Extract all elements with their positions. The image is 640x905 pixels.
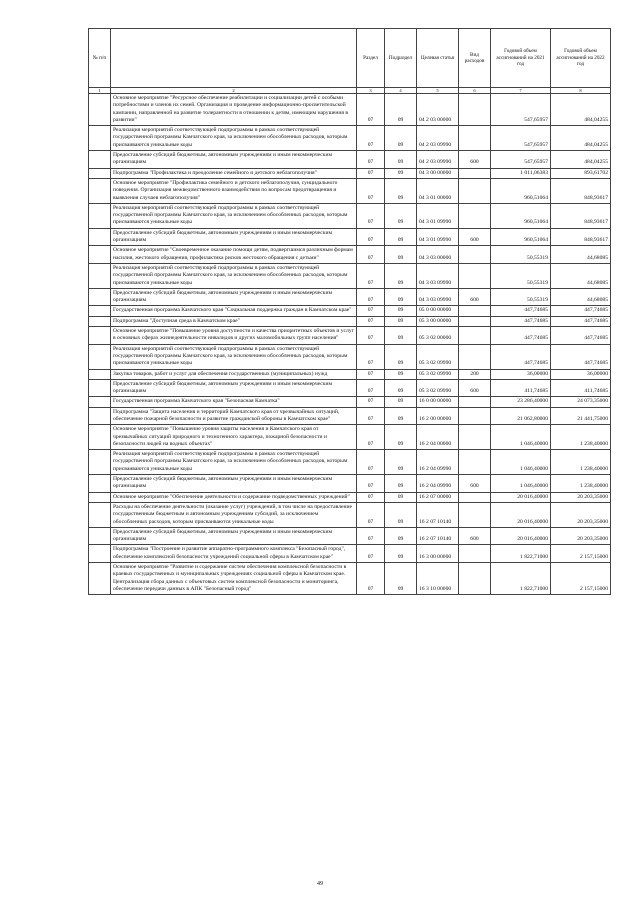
row-podrazdel: 09 bbox=[385, 397, 417, 407]
row-vid bbox=[459, 316, 491, 326]
table-row bbox=[89, 563, 611, 595]
row-amount-2021: 960,51064 bbox=[491, 203, 551, 228]
table-row bbox=[89, 369, 611, 379]
row-amount-2021: 447,74685 bbox=[491, 327, 551, 345]
table-header-row bbox=[89, 29, 611, 88]
row-name: Реализация мероприятий соответствующей подпрограммы в рамках соответствующей государственной программы Камчатского края, за исключением обособленных расходов, которым присваиваются уникальные коды bbox=[111, 450, 357, 475]
row-target-code: 05 3 02 09990 bbox=[417, 344, 459, 369]
row-number bbox=[89, 344, 111, 369]
row-amount-2022: 44,68085 bbox=[551, 246, 611, 264]
row-amount-2021: 36,00000 bbox=[491, 369, 551, 379]
row-name: Предоставление субсидий бюджетным, автономным учреждениям и иным некоммерческим организациям bbox=[111, 527, 357, 545]
table-row bbox=[89, 306, 611, 316]
row-number bbox=[89, 407, 111, 425]
row-razdel: 07 bbox=[357, 126, 385, 151]
row-name: Основное мероприятие "Повышение уровня доступности и качества приоритетных объектов и услуг в основных сферах жизнедеятельности инвалидов и других маломобильных групп населения" bbox=[111, 327, 357, 345]
row-razdel: 07 bbox=[357, 203, 385, 228]
row-target-code: 05 0 00 00000 bbox=[417, 306, 459, 316]
table-row bbox=[89, 151, 611, 169]
row-amount-2021: 1 822,71000 bbox=[491, 563, 551, 595]
row-amount-2022: 20 203,35000 bbox=[551, 492, 611, 502]
row-amount-2022: 24 073,35000 bbox=[551, 397, 611, 407]
row-podrazdel: 09 bbox=[385, 563, 417, 595]
row-name: Основное мероприятие "Обеспечение деятельности и содержание подведомственных учреждений" bbox=[111, 492, 357, 502]
row-number bbox=[89, 563, 111, 595]
row-amount-2021: 447,74685 bbox=[491, 316, 551, 326]
row-name: Реализация мероприятий соответствующей подпрограммы в рамках соответствующей государственной программы Камчатского края, за исключением обособленных расходов, которым присваиваются уникальные коды bbox=[111, 126, 357, 151]
row-name: Предоставление субсидий бюджетным, автономным учреждениям и иным некоммерческим организациям bbox=[111, 379, 357, 397]
row-podrazdel: 09 bbox=[385, 94, 417, 126]
row-target-code: 16 2 04 00000 bbox=[417, 425, 459, 450]
row-razdel: 07 bbox=[357, 168, 385, 178]
row-vid bbox=[459, 126, 491, 151]
row-number bbox=[89, 246, 111, 264]
row-vid bbox=[459, 492, 491, 502]
table-row bbox=[89, 126, 611, 151]
row-name: Основное мероприятие "Профилактика семейного и детского неблагополучия, суицидального поведения. Организация межведомственного взаимодействия по вопросам предотвращения и выявления случаев неблагополучия" bbox=[111, 178, 357, 203]
column-number: 5 bbox=[417, 88, 459, 94]
row-podrazdel: 09 bbox=[385, 126, 417, 151]
row-name: Основное мероприятие "Повышение уровня защиты населения и Камчатского края от чрезвычайных ситуаций природного и техногенного характера, пожарной безопасности и безопасности людей на водных объектах" bbox=[111, 425, 357, 450]
row-razdel: 07 bbox=[357, 327, 385, 345]
row-amount-2021: 23 286,40000 bbox=[491, 397, 551, 407]
row-podrazdel: 09 bbox=[385, 316, 417, 326]
table-row bbox=[89, 168, 611, 178]
row-amount-2022: 20 203,35000 bbox=[551, 502, 611, 527]
row-name: Предоставление субсидий бюджетным, автономным учреждениям и иным некоммерческим организациям bbox=[111, 228, 357, 246]
row-podrazdel: 09 bbox=[385, 203, 417, 228]
row-razdel: 07 bbox=[357, 178, 385, 203]
row-amount-2022: 848,93617 bbox=[551, 178, 611, 203]
row-razdel: 07 bbox=[357, 475, 385, 493]
row-razdel: 07 bbox=[357, 492, 385, 502]
row-amount-2022: 484,04255 bbox=[551, 94, 611, 126]
row-number bbox=[89, 94, 111, 126]
row-amount-2022: 848,93617 bbox=[551, 203, 611, 228]
row-vid bbox=[459, 94, 491, 126]
row-podrazdel: 09 bbox=[385, 502, 417, 527]
row-vid bbox=[459, 397, 491, 407]
row-vid: 600 bbox=[459, 379, 491, 397]
row-vid bbox=[459, 545, 491, 563]
row-target-code: 04 2 03 09990 bbox=[417, 126, 459, 151]
row-name: Предоставление субсидий бюджетным, автономным учреждениям и иным некоммерческим организациям bbox=[111, 151, 357, 169]
header-vid: Вид расходов bbox=[459, 29, 491, 88]
row-vid bbox=[459, 407, 491, 425]
column-number: 6 bbox=[459, 88, 491, 94]
row-name: Расходы на обеспечение деятельности (оказание услуг) учреждений, в том числе на предоставление государственным бюджетным и автономным учреждениям субсидий, за исключением обособленных расходов, которым присваиваются уникальные коды bbox=[111, 502, 357, 527]
row-target-code: 04 2 03 00000 bbox=[417, 94, 459, 126]
row-number bbox=[89, 475, 111, 493]
row-amount-2021: 50,55319 bbox=[491, 288, 551, 306]
row-number bbox=[89, 379, 111, 397]
row-vid bbox=[459, 450, 491, 475]
row-podrazdel: 09 bbox=[385, 306, 417, 316]
row-razdel: 07 bbox=[357, 228, 385, 246]
row-amount-2021: 447,74685 bbox=[491, 344, 551, 369]
row-amount-2022: 1 238,40000 bbox=[551, 450, 611, 475]
row-target-code: 04 2 03 09990 bbox=[417, 151, 459, 169]
row-number bbox=[89, 316, 111, 326]
row-amount-2021: 50,55319 bbox=[491, 263, 551, 288]
row-razdel: 07 bbox=[357, 94, 385, 126]
row-name: Основное мероприятие "Ресурсное обеспечение реабилитации и социализации детей с особыми потребностями и членов их семей. Организация и проведение информационно-просветительской кампании, направленной на развитие толерантности в отношении к детям, имеющим нарушения в развитии" bbox=[111, 94, 357, 126]
row-podrazdel: 09 bbox=[385, 327, 417, 345]
row-target-code: 05 3 02 09990 bbox=[417, 369, 459, 379]
row-podrazdel: 09 bbox=[385, 379, 417, 397]
row-vid bbox=[459, 327, 491, 345]
row-amount-2022: 848,93617 bbox=[551, 228, 611, 246]
table-row bbox=[89, 327, 611, 345]
row-podrazdel: 09 bbox=[385, 228, 417, 246]
row-name: Предоставление субсидий бюджетным, автономным учреждениям и иным некоммерческим организациям bbox=[111, 475, 357, 493]
header-2022: Годовой объем ассигнований на 2022 год bbox=[551, 29, 611, 88]
table-body bbox=[89, 88, 611, 595]
row-amount-2022: 36,00000 bbox=[551, 369, 611, 379]
row-vid: 600 bbox=[459, 475, 491, 493]
budget-table bbox=[88, 28, 611, 595]
table-row bbox=[89, 450, 611, 475]
page-number: 49 bbox=[317, 881, 323, 887]
column-number: 2 bbox=[111, 88, 357, 94]
row-amount-2022: 447,74685 bbox=[551, 306, 611, 316]
table-row bbox=[89, 203, 611, 228]
row-razdel: 07 bbox=[357, 288, 385, 306]
column-number: 1 bbox=[89, 88, 111, 94]
table-row bbox=[89, 527, 611, 545]
table-row bbox=[89, 344, 611, 369]
row-razdel: 07 bbox=[357, 502, 385, 527]
column-number: 4 bbox=[385, 88, 417, 94]
row-razdel: 07 bbox=[357, 379, 385, 397]
row-podrazdel: 09 bbox=[385, 151, 417, 169]
row-razdel: 07 bbox=[357, 263, 385, 288]
row-amount-2022: 2 157,15000 bbox=[551, 563, 611, 595]
row-razdel: 07 bbox=[357, 563, 385, 595]
row-target-code: 04 3 01 09990 bbox=[417, 203, 459, 228]
row-target-code: 16 2 07 10140 bbox=[417, 527, 459, 545]
row-amount-2021: 20 016,40000 bbox=[491, 502, 551, 527]
row-razdel: 07 bbox=[357, 369, 385, 379]
row-amount-2022: 2 157,15000 bbox=[551, 545, 611, 563]
row-razdel: 07 bbox=[357, 397, 385, 407]
table-row bbox=[89, 246, 611, 264]
table-row bbox=[89, 178, 611, 203]
row-number bbox=[89, 425, 111, 450]
row-number bbox=[89, 178, 111, 203]
row-name: Основное мероприятие "Развитие и содержание систем обеспечения комплексной безопасности в краевых государственных и муниципальных учреждениях социальной сферы в Камчатском крае. Централизация сбора данных с объектовых систем комплексной безопасности и мониторинга, обеспечение передачи данных в АПК "Безопасный город" bbox=[111, 563, 357, 595]
row-podrazdel: 09 bbox=[385, 407, 417, 425]
row-amount-2021: 50,55319 bbox=[491, 246, 551, 264]
row-podrazdel: 09 bbox=[385, 344, 417, 369]
row-razdel: 07 bbox=[357, 545, 385, 563]
row-target-code: 05 3 02 09990 bbox=[417, 379, 459, 397]
row-name: Подпрограмма "Защита населения и территорий Камчатского края от чрезвычайных ситуаций, обеспечение пожарной безопасности и развитие гражданской обороны в Камчатском крае" bbox=[111, 407, 357, 425]
table-row bbox=[89, 228, 611, 246]
table-row bbox=[89, 492, 611, 502]
table-row bbox=[89, 475, 611, 493]
row-podrazdel: 09 bbox=[385, 492, 417, 502]
row-target-code: 04 3 01 09990 bbox=[417, 228, 459, 246]
row-target-code: 16 2 07 00000 bbox=[417, 492, 459, 502]
row-amount-2021: 21 062,80000 bbox=[491, 407, 551, 425]
row-target-code: 05 3 00 00000 bbox=[417, 316, 459, 326]
row-amount-2021: 1 046,40000 bbox=[491, 450, 551, 475]
row-target-code: 04 3 03 00000 bbox=[417, 246, 459, 264]
row-razdel: 07 bbox=[357, 425, 385, 450]
header-target: Целевая статья bbox=[417, 29, 459, 88]
row-target-code: 16 3 10 00000 bbox=[417, 563, 459, 595]
row-amount-2021: 411,74685 bbox=[491, 379, 551, 397]
row-name: Подпрограмма "Доступная среда в Камчатском крае" bbox=[111, 316, 357, 326]
row-amount-2021: 20 016,40000 bbox=[491, 492, 551, 502]
row-target-code: 04 3 03 09990 bbox=[417, 263, 459, 288]
row-name: Подпрограмма "Профилактика и преодоление семейного и детского неблагополучия" bbox=[111, 168, 357, 178]
row-number bbox=[89, 288, 111, 306]
row-vid bbox=[459, 502, 491, 527]
row-number bbox=[89, 151, 111, 169]
row-number bbox=[89, 203, 111, 228]
row-razdel: 07 bbox=[357, 407, 385, 425]
row-amount-2022: 21 441,75000 bbox=[551, 407, 611, 425]
row-target-code: 05 3 02 00000 bbox=[417, 327, 459, 345]
row-number bbox=[89, 492, 111, 502]
row-target-code: 16 2 07 10140 bbox=[417, 502, 459, 527]
row-podrazdel: 09 bbox=[385, 527, 417, 545]
row-name: Подпрограмма "Построение и развитие аппаратно-программного комплекса "Безопасный город", обеспечение комплексной безопасности учреждений социальной сферы в Камчатском крае" bbox=[111, 545, 357, 563]
row-name: Предоставление субсидий бюджетным, автономным учреждениям и иным некоммерческим организациям bbox=[111, 288, 357, 306]
row-name: Основное мероприятие "Своевременное оказание помощи детям, подвергшимся различным формам насилия, жестокого обращения, профилактика рисков жестокого обращения с детьми" bbox=[111, 246, 357, 264]
row-razdel: 07 bbox=[357, 344, 385, 369]
row-number bbox=[89, 306, 111, 316]
row-podrazdel: 09 bbox=[385, 288, 417, 306]
row-razdel: 07 bbox=[357, 316, 385, 326]
row-name: Государственная программа Камчатского края "Социальная поддержка граждан в Камчатском крае" bbox=[111, 306, 357, 316]
row-target-code: 04 3 03 09990 bbox=[417, 288, 459, 306]
row-razdel: 07 bbox=[357, 527, 385, 545]
header-razdel: Раздел bbox=[357, 29, 385, 88]
row-number bbox=[89, 397, 111, 407]
table-row bbox=[89, 397, 611, 407]
row-amount-2021: 1 046,40000 bbox=[491, 425, 551, 450]
row-target-code: 16 2 00 00000 bbox=[417, 407, 459, 425]
header-2021: Годовой объем ассигнований на 2021 год bbox=[491, 29, 551, 88]
row-amount-2022: 1 238,40000 bbox=[551, 475, 611, 493]
row-podrazdel: 09 bbox=[385, 450, 417, 475]
row-vid: 600 bbox=[459, 228, 491, 246]
row-number bbox=[89, 168, 111, 178]
row-amount-2021: 1 046,40000 bbox=[491, 475, 551, 493]
row-vid bbox=[459, 263, 491, 288]
row-podrazdel: 09 bbox=[385, 425, 417, 450]
row-amount-2021: 960,51064 bbox=[491, 178, 551, 203]
row-vid bbox=[459, 203, 491, 228]
row-amount-2021: 547,65957 bbox=[491, 126, 551, 151]
row-amount-2022: 484,04255 bbox=[551, 151, 611, 169]
header-name bbox=[111, 29, 357, 88]
row-amount-2022: 447,74685 bbox=[551, 327, 611, 345]
row-number bbox=[89, 327, 111, 345]
table-row bbox=[89, 502, 611, 527]
row-podrazdel: 09 bbox=[385, 545, 417, 563]
row-razdel: 07 bbox=[357, 306, 385, 316]
row-number bbox=[89, 527, 111, 545]
row-vid bbox=[459, 178, 491, 203]
row-vid bbox=[459, 344, 491, 369]
row-amount-2022: 44,68085 bbox=[551, 288, 611, 306]
row-target-code: 04 3 01 00000 bbox=[417, 178, 459, 203]
row-podrazdel: 09 bbox=[385, 263, 417, 288]
row-vid bbox=[459, 425, 491, 450]
row-amount-2022: 893,61702 bbox=[551, 168, 611, 178]
table-row bbox=[89, 316, 611, 326]
row-amount-2021: 1 822,71000 bbox=[491, 545, 551, 563]
table-row bbox=[89, 407, 611, 425]
row-amount-2021: 447,74685 bbox=[491, 306, 551, 316]
row-podrazdel: 09 bbox=[385, 178, 417, 203]
row-vid bbox=[459, 563, 491, 595]
column-number: 7 bbox=[491, 88, 551, 94]
table-row bbox=[89, 425, 611, 450]
table-row bbox=[89, 94, 611, 126]
row-amount-2022: 20 203,35000 bbox=[551, 527, 611, 545]
row-podrazdel: 09 bbox=[385, 168, 417, 178]
row-number bbox=[89, 369, 111, 379]
row-amount-2022: 484,04255 bbox=[551, 126, 611, 151]
row-number bbox=[89, 502, 111, 527]
row-vid bbox=[459, 306, 491, 316]
row-target-code: 16 0 00 00000 bbox=[417, 397, 459, 407]
row-razdel: 07 bbox=[357, 450, 385, 475]
row-razdel: 07 bbox=[357, 246, 385, 264]
row-vid: 600 bbox=[459, 288, 491, 306]
row-name: Реализация мероприятий соответствующей подпрограммы в рамках соответствующей государственной программы Камчатского края, за исключением обособленных расходов, которым присваиваются уникальные коды bbox=[111, 263, 357, 288]
row-number bbox=[89, 228, 111, 246]
row-name: Реализация мероприятий соответствующей подпрограммы в рамках соответствующей государственной программы Камчатского края, за исключением обособленных расходов, которым присваиваются уникальные коды bbox=[111, 203, 357, 228]
row-amount-2022: 447,74685 bbox=[551, 344, 611, 369]
row-podrazdel: 09 bbox=[385, 246, 417, 264]
row-amount-2022: 411,74685 bbox=[551, 379, 611, 397]
table-row bbox=[89, 263, 611, 288]
table-row bbox=[89, 545, 611, 563]
row-amount-2021: 547,65957 bbox=[491, 151, 551, 169]
row-amount-2021: 1 011,06383 bbox=[491, 168, 551, 178]
row-name: Реализация мероприятий соответствующей подпрограммы в рамках соответствующей государственной программы Камчатского края, за исключением обособленных расходов, которым присваиваются уникальные коды bbox=[111, 344, 357, 369]
row-amount-2022: 44,68085 bbox=[551, 263, 611, 288]
row-vid bbox=[459, 246, 491, 264]
row-podrazdel: 09 bbox=[385, 475, 417, 493]
column-number: 8 bbox=[551, 88, 611, 94]
header-number: № п/п bbox=[89, 29, 111, 88]
row-amount-2022: 1 238,40000 bbox=[551, 425, 611, 450]
row-target-code: 04 3 00 00000 bbox=[417, 168, 459, 178]
row-amount-2021: 20 016,40000 bbox=[491, 527, 551, 545]
row-razdel: 07 bbox=[357, 151, 385, 169]
table-row bbox=[89, 288, 611, 306]
row-number bbox=[89, 545, 111, 563]
row-amount-2021: 547,65957 bbox=[491, 94, 551, 126]
row-target-code: 16 2 04 09990 bbox=[417, 475, 459, 493]
row-vid: 200 bbox=[459, 369, 491, 379]
header-podrazdel: Подраздел bbox=[385, 29, 417, 88]
table-row bbox=[89, 379, 611, 397]
row-vid bbox=[459, 168, 491, 178]
row-target-code: 16 3 00 00000 bbox=[417, 545, 459, 563]
row-name: Закупка товаров, работ и услуг для обеспечения государственных (муниципальных) нужд bbox=[111, 369, 357, 379]
column-number: 3 bbox=[357, 88, 385, 94]
row-target-code: 16 2 04 09990 bbox=[417, 450, 459, 475]
row-number bbox=[89, 450, 111, 475]
row-amount-2022: 447,74685 bbox=[551, 316, 611, 326]
row-vid: 600 bbox=[459, 151, 491, 169]
row-number bbox=[89, 126, 111, 151]
row-amount-2021: 960,51064 bbox=[491, 228, 551, 246]
row-name: Государственная программа Камчатского края "Безопасная Камчатка" bbox=[111, 397, 357, 407]
row-vid: 600 bbox=[459, 527, 491, 545]
row-number bbox=[89, 263, 111, 288]
row-podrazdel: 09 bbox=[385, 369, 417, 379]
